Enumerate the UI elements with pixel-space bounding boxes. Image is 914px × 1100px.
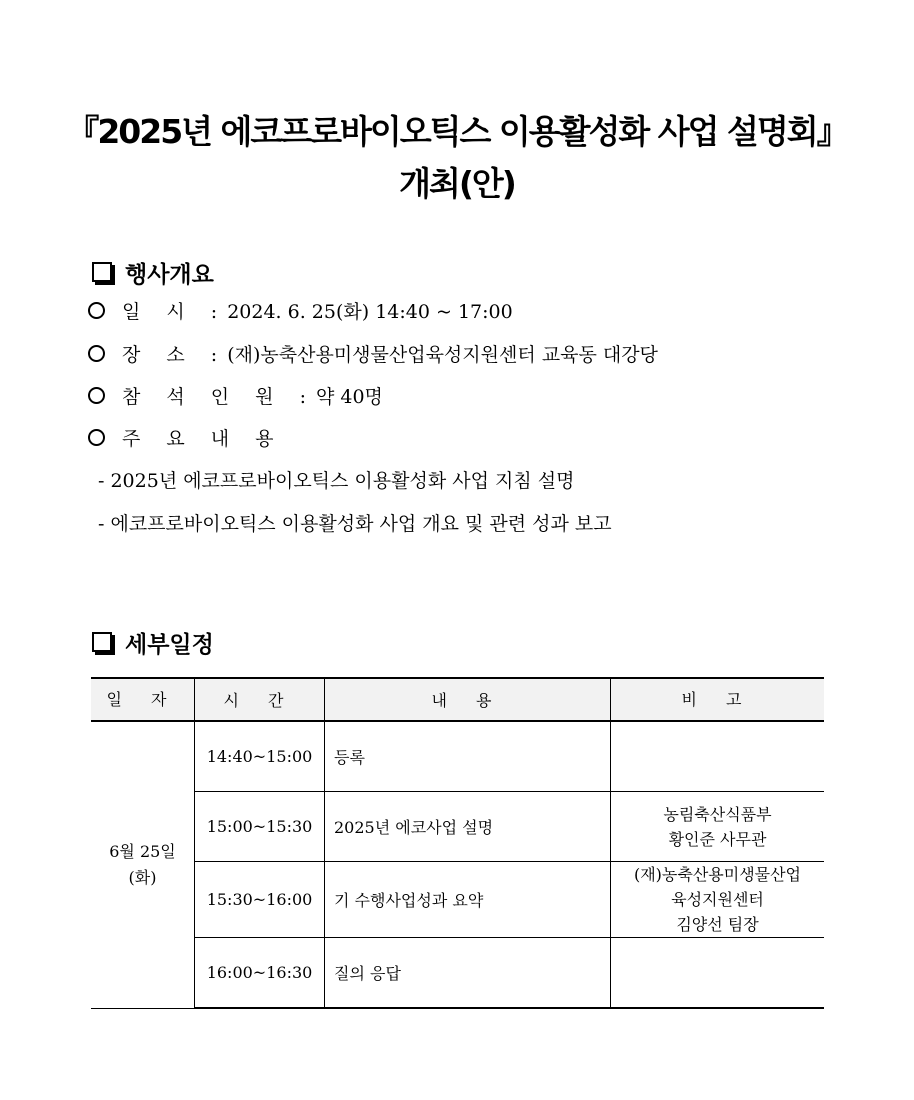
attendees-value: 약 40명 [315, 385, 383, 408]
section-heading: 행사개요 [125, 261, 214, 288]
overview-datetime [88, 296, 513, 324]
place-label: 장 소 : [122, 343, 228, 366]
time-cell: 16:00~16:30 [195, 938, 325, 1009]
table-row [91, 721, 824, 792]
schedule-table [91, 677, 824, 1009]
header-note: 비 고 [611, 678, 825, 721]
time-cell: 14:40~15:00 [195, 721, 325, 792]
checkbox-square-icon [92, 632, 112, 652]
attendees-label: 참 석 인 원 : [122, 385, 316, 408]
table-row [91, 862, 824, 938]
section-heading: 세부일정 [125, 631, 214, 658]
circle-bullet-icon [88, 345, 105, 362]
section-schedule [92, 628, 214, 656]
overview-attendees [88, 381, 383, 409]
time-cell: 15:30~16:00 [195, 862, 325, 938]
place-value: (재)농축산용미생물산업육성지원센터 교육동 대강당 [227, 343, 658, 366]
note-line: 농림축산식품부 [663, 804, 772, 824]
circle-bullet-icon [88, 302, 105, 319]
note-line: 육성지원센터 [671, 890, 764, 909]
content-item: - 2025년 에코프로바이오틱스 이용활성화 사업 지침 설명 [98, 469, 575, 492]
time-cell: 15:00~15:30 [195, 792, 325, 862]
document-title-line2: 개최(안) [399, 164, 515, 203]
note-line: 김양선 팀장 [676, 915, 759, 934]
section-overview [92, 258, 214, 286]
datetime-label: 일 시 : [122, 300, 228, 323]
header-content: 내 용 [325, 678, 611, 721]
table-row [91, 792, 824, 862]
note-cell [611, 938, 825, 1009]
document-title-line1: 『2025년 에코프로바이오틱스 이용활성화 사업 설명회』 [66, 112, 848, 151]
header-date: 일 자 [91, 678, 195, 721]
date-cell [91, 721, 195, 1008]
content-cell: 질의 응답 [325, 938, 611, 1009]
note-line: (재)농축산용미생물산업 [633, 865, 802, 884]
header-time: 시 간 [195, 678, 325, 721]
content-cell: 기 수행사업성과 요약 [325, 862, 611, 938]
table-header-row [91, 678, 824, 721]
circle-bullet-icon [88, 429, 105, 446]
content-cell: 2025년 에코사업 설명 [325, 792, 611, 862]
note-line: 황인준 사무관 [668, 829, 767, 849]
note-cell [611, 862, 825, 938]
note-cell [611, 721, 825, 792]
overview-contents [88, 423, 284, 451]
note-cell [611, 792, 825, 862]
table-row [91, 938, 824, 1009]
overview-place [88, 339, 658, 367]
circle-bullet-icon [88, 387, 105, 404]
date-line: 6월 25일 [109, 841, 176, 861]
weekday-line: (화) [128, 867, 157, 887]
content-item: - 에코프로바이오틱스 이용활성화 사업 개요 및 관련 성과 보고 [98, 512, 612, 535]
datetime-value: 2024. 6. 25(화) 14:40 ~ 17:00 [227, 300, 513, 323]
checkbox-square-icon [92, 262, 112, 282]
contents-label: 주 요 내 용 [122, 427, 284, 450]
content-cell: 등록 [325, 721, 611, 792]
